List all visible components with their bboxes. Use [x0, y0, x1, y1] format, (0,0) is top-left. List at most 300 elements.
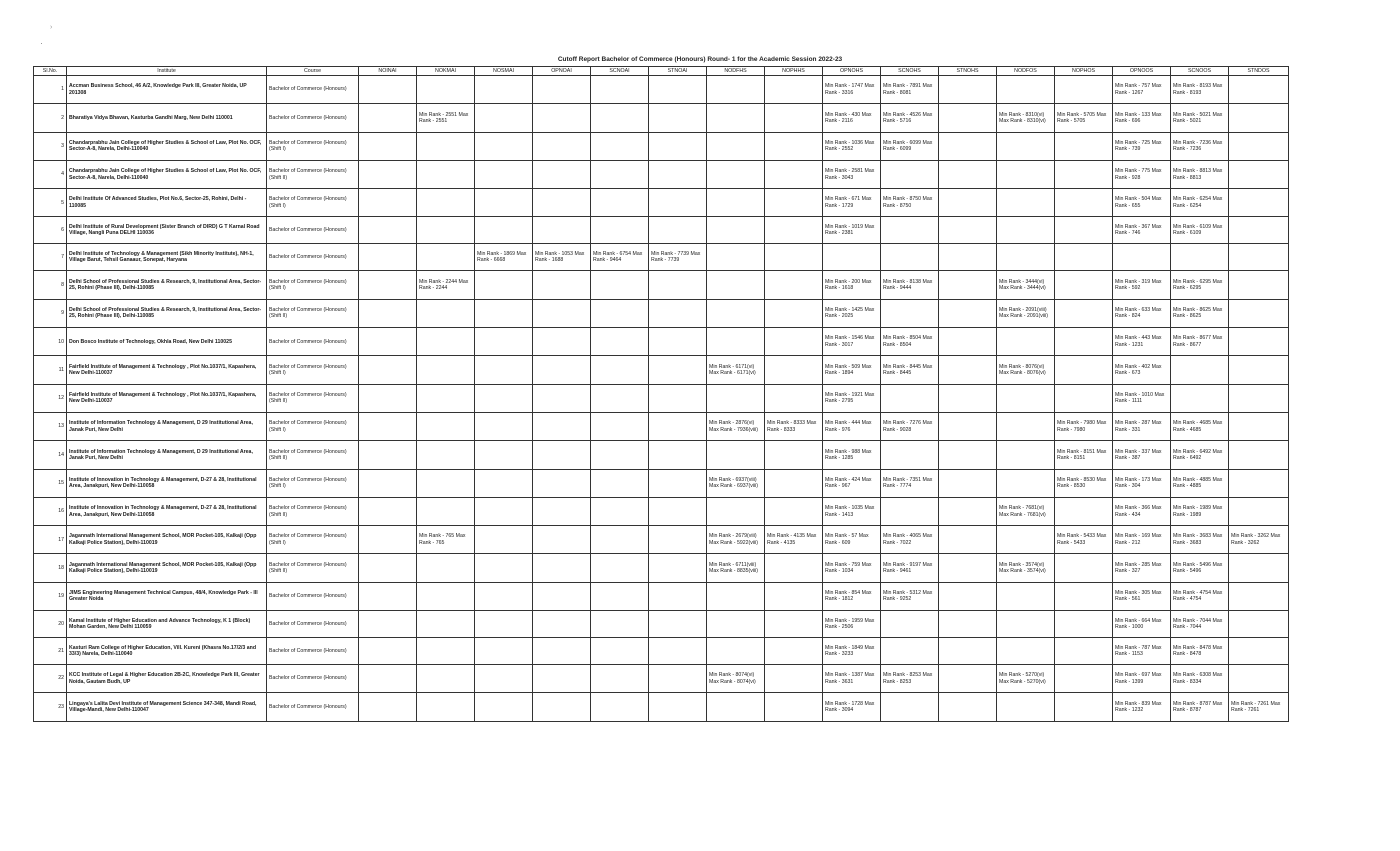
rank-cell [649, 271, 707, 299]
rank-cell [939, 160, 997, 188]
rank-cell [1055, 497, 1113, 525]
rank-cell [1229, 271, 1289, 299]
rank-cell [533, 693, 591, 721]
rank-cell [649, 469, 707, 497]
rank-cell [765, 384, 823, 412]
table-row [34, 217, 1289, 244]
rank-cell [881, 638, 939, 665]
rank-cell: Min Rank - 8813 Max Rank - 8813 [1171, 160, 1229, 188]
course-name: Bachelor of Commerce (Honours) [267, 693, 359, 721]
serial-number: 23 [34, 693, 67, 721]
rank-cell [417, 217, 475, 244]
rank-cell: Min Rank - 6295 Max Rank - 6295 [1171, 271, 1229, 299]
rank-cell [417, 76, 475, 104]
rank-cell [765, 104, 823, 132]
rank-cell [939, 441, 997, 469]
rank-cell: Min Rank - 6754 Max Rank - 9464 [591, 244, 649, 271]
rank-cell [707, 497, 765, 525]
column-header: NOPHHS [765, 67, 823, 76]
rank-cell: Min Rank - 765 Max Rank - 765 [417, 526, 475, 554]
rank-cell [359, 160, 417, 188]
rank-cell [707, 693, 765, 721]
rank-cell [591, 412, 649, 440]
rank-cell [359, 611, 417, 638]
rank-cell [939, 299, 997, 327]
rank-cell: Min Rank - 697 Max Rank - 1399 [1113, 665, 1171, 693]
rank-cell [649, 217, 707, 244]
rank-cell [417, 469, 475, 497]
rank-cell: Min Rank - 1387 Max Rank - 3631 [823, 665, 881, 693]
rank-cell: Min Rank - 7891 Max Rank - 8081 [881, 76, 939, 104]
rank-cell: Min Rank - 725 Max Rank - 739 [1113, 132, 1171, 160]
rank-cell [475, 160, 533, 188]
institute-name: KCC Institute of Legal & Higher Education 2B-2C, Knowledge Park III, Greater Noida, Gautam Budh, UP [67, 665, 267, 693]
rank-cell [765, 441, 823, 469]
rank-cell [359, 469, 417, 497]
table-row [34, 497, 1289, 525]
rank-cell [359, 412, 417, 440]
rank-cell [1113, 244, 1171, 271]
rank-cell [475, 328, 533, 356]
rank-cell [997, 217, 1055, 244]
rank-cell: Min Rank - 8504 Max Rank - 8504 [881, 328, 939, 356]
rank-cell [649, 160, 707, 188]
rank-cell: Min Rank - 133 Max Rank - 696 [1113, 104, 1171, 132]
rank-cell [1055, 554, 1113, 582]
serial-number: 15 [34, 469, 67, 497]
rank-cell [707, 76, 765, 104]
institute-name: Institute of Innovation in Technology & Management, D-27 & 28, Institutional Area, Janakpuri, New Delhi-110058 [67, 497, 267, 525]
rank-cell [417, 554, 475, 582]
column-header: STNOHS [939, 67, 997, 76]
rank-cell: Min Rank - 8253 Max Rank - 8253 [881, 665, 939, 693]
rank-cell [1229, 665, 1289, 693]
rank-cell [649, 384, 707, 412]
table-row [34, 328, 1289, 356]
rank-cell [1055, 76, 1113, 104]
rank-cell [591, 469, 649, 497]
rank-cell [707, 104, 765, 132]
course-name: Bachelor of Commerce (Honours) (Shift II) [267, 384, 359, 412]
rank-cell [591, 132, 649, 160]
rank-cell [649, 104, 707, 132]
rank-cell: Min Rank - 1849 Max Rank - 3233 [823, 638, 881, 665]
rank-cell [765, 328, 823, 356]
rank-cell [533, 217, 591, 244]
rank-cell [591, 638, 649, 665]
rank-cell [649, 132, 707, 160]
rank-cell: Min Rank - 4754 Max Rank - 4754 [1171, 582, 1229, 610]
rank-cell [417, 384, 475, 412]
rank-cell [1171, 356, 1229, 384]
rank-cell: Min Rank - 8445 Max Rank - 8445 [881, 356, 939, 384]
rank-cell [1171, 244, 1229, 271]
course-name: Bachelor of Commerce (Honours) (Shift II) [267, 497, 359, 525]
rank-cell: Min Rank - 633 Max Rank - 824 [1113, 299, 1171, 327]
rank-cell: Min Rank - 1747 Max Rank - 3316 [823, 76, 881, 104]
scan-artifact: › [50, 24, 53, 31]
rank-cell: Min Rank - 6937(viii) Max Rank - 6937(viii) [707, 469, 765, 497]
rank-cell: Min Rank - 7351 Max Rank - 7774 [881, 469, 939, 497]
rank-cell [997, 526, 1055, 554]
rank-cell [997, 611, 1055, 638]
rank-cell: Min Rank - 5705 Max Rank - 5705 [1055, 104, 1113, 132]
rank-cell: Min Rank - 8750 Max Rank - 8750 [881, 189, 939, 217]
rank-cell [591, 356, 649, 384]
rank-cell: Min Rank - 8530 Max Rank - 8530 [1055, 469, 1113, 497]
rank-cell: Min Rank - 1053 Max Rank - 1688 [533, 244, 591, 271]
rank-cell [1229, 497, 1289, 525]
rank-cell [649, 76, 707, 104]
rank-cell: Min Rank - 6308 Max Rank - 8334 [1171, 665, 1229, 693]
rank-cell [533, 76, 591, 104]
scan-artifact: · [40, 38, 43, 48]
rank-cell [591, 441, 649, 469]
rank-cell: Min Rank - 367 Max Rank - 746 [1113, 217, 1171, 244]
rank-cell [359, 299, 417, 327]
table-row [34, 271, 1289, 299]
rank-cell [997, 441, 1055, 469]
header-row [34, 67, 1289, 76]
rank-cell [1055, 160, 1113, 188]
serial-number: 12 [34, 384, 67, 412]
rank-cell: Min Rank - 6254 Max Rank - 6254 [1171, 189, 1229, 217]
rank-cell [533, 189, 591, 217]
rank-cell [359, 497, 417, 525]
institute-name: Jagannath International Management School, MOR Pocket-105, Kalkaji (Opp Kalkaji Police Station), Delhi-110019 [67, 554, 267, 582]
rank-cell: Min Rank - 1989 Max Rank - 1989 [1171, 497, 1229, 525]
rank-cell [939, 665, 997, 693]
rank-cell: Min Rank - 173 Max Rank - 304 [1113, 469, 1171, 497]
rank-cell: Min Rank - 854 Max Rank - 1812 [823, 582, 881, 610]
rank-cell [359, 217, 417, 244]
rank-cell: Min Rank - 4526 Max Rank - 5716 [881, 104, 939, 132]
rank-cell [417, 328, 475, 356]
rank-cell [359, 104, 417, 132]
rank-cell: Min Rank - 759 Max Rank - 1034 [823, 554, 881, 582]
rank-cell: Min Rank - 402 Max Rank - 673 [1113, 356, 1171, 384]
rank-cell [649, 638, 707, 665]
rank-cell [417, 356, 475, 384]
rank-cell: Min Rank - 7681(vi) Max Rank - 7681(vi) [997, 497, 1055, 525]
table-row [34, 412, 1289, 440]
rank-cell [475, 638, 533, 665]
column-header: NODFOS [997, 67, 1055, 76]
rank-cell [997, 384, 1055, 412]
rank-cell [591, 526, 649, 554]
rank-cell [939, 384, 997, 412]
institute-name: Bharatiya Vidya Bhavan, Kasturba Gandhi Marg, New Delhi 110001 [67, 104, 267, 132]
rank-cell [475, 76, 533, 104]
rank-cell: Min Rank - 1869 Max Rank - 6668 [475, 244, 533, 271]
rank-cell: Min Rank - 7044 Max Rank - 7044 [1171, 611, 1229, 638]
rank-cell [1229, 554, 1289, 582]
institute-name: Accman Business School, 46 A/2, Knowledge Park III, Greater Noida, UP 201308 [67, 76, 267, 104]
rank-cell: Min Rank - 1959 Max Rank - 2506 [823, 611, 881, 638]
rank-cell: Min Rank - 664 Max Rank - 1000 [1113, 611, 1171, 638]
rank-cell [475, 611, 533, 638]
rank-cell [533, 412, 591, 440]
rank-cell [765, 132, 823, 160]
report-title: Cutoff Report Bachelor of Commerce (Honours) Round- 1 for the Academic Session 2022-23 [557, 56, 843, 63]
rank-cell [881, 611, 939, 638]
rank-cell [881, 384, 939, 412]
rank-cell [533, 271, 591, 299]
rank-cell [591, 665, 649, 693]
rank-cell [417, 665, 475, 693]
rank-cell [417, 160, 475, 188]
rank-cell [359, 582, 417, 610]
serial-number: 22 [34, 665, 67, 693]
rank-cell: Min Rank - 8310(vi) Max Rank - 8310(vi) [997, 104, 1055, 132]
course-name: Bachelor of Commerce (Honours) [267, 76, 359, 104]
rank-cell: Min Rank - 6171(vi) Max Rank - 6171(vi) [707, 356, 765, 384]
rank-cell [533, 384, 591, 412]
course-name: Bachelor of Commerce (Honours) (Shift I) [267, 356, 359, 384]
rank-cell [997, 160, 1055, 188]
rank-cell [707, 582, 765, 610]
rank-cell: Min Rank - 287 Max Rank - 331 [1113, 412, 1171, 440]
rank-cell [649, 665, 707, 693]
rank-cell: Min Rank - 319 Max Rank - 592 [1113, 271, 1171, 299]
rank-cell: Min Rank - 4685 Max Rank - 4685 [1171, 412, 1229, 440]
rank-cell: Min Rank - 8138 Max Rank - 9444 [881, 271, 939, 299]
table-row [34, 189, 1289, 217]
rank-cell [1055, 244, 1113, 271]
institute-name: Delhi Institute of Technology & Management (Sikh Minority Institute), NH-1, Village Barut, Tehsil Ganaaur, Sonepat, Haryana [67, 244, 267, 271]
rank-cell: Min Rank - 988 Max Rank - 1285 [823, 441, 881, 469]
rank-cell [591, 611, 649, 638]
serial-number: 19 [34, 582, 67, 610]
rank-cell [533, 582, 591, 610]
rank-cell [1171, 384, 1229, 412]
rank-cell [707, 299, 765, 327]
rank-cell [1055, 189, 1113, 217]
rank-cell [649, 412, 707, 440]
rank-cell [707, 271, 765, 299]
rank-cell [359, 328, 417, 356]
rank-cell [649, 189, 707, 217]
rank-cell: Min Rank - 1019 Max Rank - 2381 [823, 217, 881, 244]
rank-cell [1055, 217, 1113, 244]
rank-cell: Min Rank - 6099 Max Rank - 6099 [881, 132, 939, 160]
table-row [34, 638, 1289, 665]
table-row [34, 582, 1289, 610]
rank-cell [765, 76, 823, 104]
rank-cell [707, 189, 765, 217]
rank-cell [417, 693, 475, 721]
rank-cell: Min Rank - 509 Max Rank - 1894 [823, 356, 881, 384]
rank-cell: Min Rank - 169 Max Rank - 212 [1113, 526, 1171, 554]
rank-cell: Min Rank - 8625 Max Rank - 8625 [1171, 299, 1229, 327]
rank-cell [707, 217, 765, 244]
rank-cell: Min Rank - 7261 Max Rank - 7261 [1229, 693, 1289, 721]
rank-cell [1229, 217, 1289, 244]
rank-cell: Min Rank - 8076(vi) Max Rank - 8076(vi) [997, 356, 1055, 384]
rank-cell [1055, 638, 1113, 665]
rank-cell: Min Rank - 8333 Max Rank - 8333 [765, 412, 823, 440]
course-name: Bachelor of Commerce (Honours) (Shift II) [267, 554, 359, 582]
rank-cell [1055, 582, 1113, 610]
rank-cell [997, 189, 1055, 217]
table-row [34, 469, 1289, 497]
rank-cell [475, 356, 533, 384]
course-name: Bachelor of Commerce (Honours) (Shift II) [267, 160, 359, 188]
table-row [34, 160, 1289, 188]
rank-cell [649, 554, 707, 582]
rank-cell: Min Rank - 9197 Max Rank - 9461 [881, 554, 939, 582]
rank-cell: Min Rank - 4885 Max Rank - 4885 [1171, 469, 1229, 497]
rank-cell [475, 497, 533, 525]
rank-cell [417, 244, 475, 271]
rank-cell [359, 665, 417, 693]
rank-cell: Min Rank - 2679(viii) Max Rank - 5922(viii) [707, 526, 765, 554]
rank-cell [823, 244, 881, 271]
column-header: SCNOHS [881, 67, 939, 76]
rank-cell: Min Rank - 7276 Max Rank - 9028 [881, 412, 939, 440]
course-name: Bachelor of Commerce (Honours) [267, 611, 359, 638]
rank-cell [649, 693, 707, 721]
table-row [34, 693, 1289, 721]
rank-cell: Min Rank - 2551 Max Rank - 2551 [417, 104, 475, 132]
institute-name: Fairfield Institute of Management & Technology , Plot No.1037/1, Kapashera, New Delhi-110037 [67, 384, 267, 412]
rank-cell: Min Rank - 2244 Max Rank - 2244 [417, 271, 475, 299]
table-row [34, 611, 1289, 638]
rank-cell [475, 384, 533, 412]
rank-cell: Min Rank - 3444(vi) Max Rank - 3444(vi) [997, 271, 1055, 299]
rank-cell: Min Rank - 8193 Max Rank - 8193 [1171, 76, 1229, 104]
rank-cell: Min Rank - 1546 Max Rank - 3017 [823, 328, 881, 356]
rank-cell [533, 554, 591, 582]
rank-cell [1055, 132, 1113, 160]
rank-cell [533, 469, 591, 497]
rank-cell [359, 356, 417, 384]
course-name: Bachelor of Commerce (Honours) (Shift II) [267, 441, 359, 469]
rank-cell [475, 554, 533, 582]
institute-name: Delhi School of Professional Studies & Research, 9, Institutional Area, Sector-25, Rohini (Phase III), Delhi-110085 [67, 271, 267, 299]
rank-cell: Min Rank - 6109 Max Rank - 6109 [1171, 217, 1229, 244]
rank-cell [649, 328, 707, 356]
column-header: STNDOS [1229, 67, 1289, 76]
rank-cell: Min Rank - 1921 Max Rank - 2795 [823, 384, 881, 412]
institute-name: Jagannath International Management School, MOR Pocket-105, Kalkaji (Opp Kalkaji Police Station), Delhi-110019 [67, 526, 267, 554]
rank-cell [1229, 638, 1289, 665]
rank-cell [765, 271, 823, 299]
rank-cell [1229, 189, 1289, 217]
rank-cell [475, 441, 533, 469]
table-row [34, 384, 1289, 412]
rank-cell [881, 244, 939, 271]
rank-cell [765, 189, 823, 217]
serial-number: 5 [34, 189, 67, 217]
rank-cell [1229, 299, 1289, 327]
rank-cell [765, 160, 823, 188]
column-header: OPNOAI [533, 67, 591, 76]
rank-cell [939, 693, 997, 721]
rank-cell [1055, 299, 1113, 327]
rank-cell [997, 469, 1055, 497]
institute-name: Fairfield Institute of Management & Technology , Plot No.1037/1, Kapashera, New Delhi-110037 [67, 356, 267, 384]
rank-cell [475, 526, 533, 554]
table-row [34, 526, 1289, 554]
rank-cell [359, 244, 417, 271]
rank-cell [1229, 76, 1289, 104]
rank-cell [1229, 160, 1289, 188]
serial-number: 7 [34, 244, 67, 271]
rank-cell [707, 244, 765, 271]
rank-cell [939, 497, 997, 525]
rank-cell [881, 693, 939, 721]
rank-cell: Min Rank - 671 Max Rank - 1729 [823, 189, 881, 217]
rank-cell [939, 356, 997, 384]
rank-cell [997, 412, 1055, 440]
rank-cell: Min Rank - 443 Max Rank - 1231 [1113, 328, 1171, 356]
rank-cell [475, 271, 533, 299]
rank-cell [997, 132, 1055, 160]
rank-cell: Min Rank - 3262 Max Rank - 3262 [1229, 526, 1289, 554]
rank-cell [417, 638, 475, 665]
rank-cell [707, 384, 765, 412]
rank-cell [417, 497, 475, 525]
column-header: STNOAI [649, 67, 707, 76]
rank-cell [591, 271, 649, 299]
rank-cell [533, 526, 591, 554]
column-header: NOINAI [359, 67, 417, 76]
serial-number: 9 [34, 299, 67, 327]
table-row [34, 299, 1289, 327]
rank-cell: Min Rank - 7739 Max Rank - 7739 [649, 244, 707, 271]
column-header: SCNOOS [1171, 67, 1229, 76]
rank-cell [997, 76, 1055, 104]
table-body [34, 76, 1289, 722]
rank-cell [939, 76, 997, 104]
column-header: SCNOAI [591, 67, 649, 76]
rank-cell [417, 299, 475, 327]
rank-cell: Min Rank - 775 Max Rank - 928 [1113, 160, 1171, 188]
rank-cell [1055, 693, 1113, 721]
column-header: NOKMAI [417, 67, 475, 76]
institute-name: Delhi Institute of Rural Development (Sister Branch of DIRD) G T Karnal Road Village, Nangli Puna DELHI 110036 [67, 217, 267, 244]
serial-number: 17 [34, 526, 67, 554]
rank-cell [997, 582, 1055, 610]
table-row [34, 441, 1289, 469]
institute-name: Institute of Innovation in Technology & Management, D-27 & 28, Institutional Area, Janakpuri, New Delhi-110058 [67, 469, 267, 497]
rank-cell [939, 611, 997, 638]
rank-cell [707, 328, 765, 356]
rank-cell [533, 611, 591, 638]
serial-number: 2 [34, 104, 67, 132]
serial-number: 16 [34, 497, 67, 525]
column-header: OPNOOS [1113, 67, 1171, 76]
course-name: Bachelor of Commerce (Honours) (Shift I) [267, 189, 359, 217]
course-name: Bachelor of Commerce (Honours) [267, 244, 359, 271]
institute-name: Delhi Institute Of Advanced Studies, Plot No.6, Sector-25, Rohini, Delhi - 110085 [67, 189, 267, 217]
serial-number: 6 [34, 217, 67, 244]
rank-cell [649, 356, 707, 384]
rank-cell [1229, 384, 1289, 412]
course-name: Bachelor of Commerce (Honours) (Shift I) [267, 469, 359, 497]
rank-cell: Min Rank - 4065 Max Rank - 7022 [881, 526, 939, 554]
institute-name: JIMS Engineering Management Technical Campus, 48/4, Knowledge Park - III Greater Noida [67, 582, 267, 610]
rank-cell [649, 299, 707, 327]
table-row [34, 554, 1289, 582]
rank-cell [533, 356, 591, 384]
rank-cell [359, 526, 417, 554]
institute-name: Delhi School of Professional Studies & Research, 9, Institutional Area, Sector-25, Rohini (Phase III), Delhi-110085 [67, 299, 267, 327]
rank-cell [533, 441, 591, 469]
rank-cell [1229, 441, 1289, 469]
rank-cell [1229, 469, 1289, 497]
